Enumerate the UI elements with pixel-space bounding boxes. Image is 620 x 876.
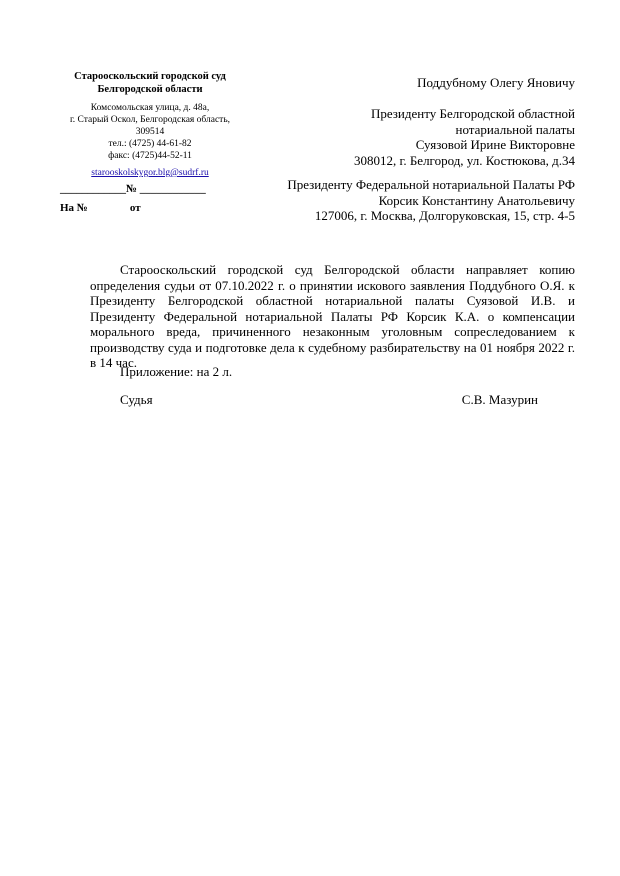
recipient-3 [287, 177, 575, 224]
sender-block [50, 70, 250, 180]
court-fax: факс: (4725)44-52-11 [108, 151, 192, 161]
recipient-2-line: Суязовой Ирине Викторовне [415, 137, 575, 152]
recipient-2-line: нотариальной палаты [455, 121, 575, 137]
court-postal-code: 309514 [135, 127, 165, 137]
court-name-line1: Старооскольский городской суд [74, 71, 226, 82]
recipient-2-line: Президенту Белгородской областной [370, 106, 575, 121]
recipient-3-line: Президенту Федеральной нотариальной Палаты РФ [287, 177, 575, 192]
recipient-1-line: Поддубному Олегу Яновичу [417, 75, 575, 90]
from-label: от [129, 202, 141, 214]
recipient-2-line: 308012, г. Белгород, ул. Костюкова, д.34 [353, 152, 575, 168]
signature-name: С.В. Мазурин [461, 392, 538, 407]
signature-role: Судья [120, 392, 153, 407]
letter-body: Старооскольский городской суд Белгородской области направляет копию определения судьи от 07.10.2022 г. о принятии искового заявления Поддубного О.Я. к Президенту Белгородской областной нотариальной палаты Суязовой И.В. и Президенту Федеральной нотариальной Палаты РФ Корсик К.А. о компенсации морального вреда, причиненного незаконным уголовным сопреследованием к производству суда и подготовке дела к судебному разбирательству на 01 ноября 2022 г. в 14 час. [90, 262, 575, 370]
recipient-3-line: Корсик Константину Анатольевичу [378, 192, 575, 208]
court-address-line1: Комсомольская улица, д. 48а, [90, 103, 210, 113]
recipient-3-line: 127006, г. Москва, Долгоруковская, 15, стр. 4-5 [314, 208, 575, 223]
attachment-note: Приложение: на 2 л. [120, 364, 233, 379]
court-name-line2: Белгородской области [97, 84, 203, 95]
recipient-2 [354, 106, 575, 168]
court-address-line2: г. Старый Оскол, Белгородская область, [69, 115, 231, 125]
court-email-link[interactable]: starooskolskygor.blg@sudrf.ru [91, 168, 209, 178]
reference-line [60, 202, 141, 214]
registration-number-line: ____________№ ____________ [60, 183, 206, 195]
recipient-1 [417, 75, 575, 91]
court-phone: тел.: (4725) 44-61-82 [108, 139, 192, 149]
ref-label: На № [60, 202, 88, 214]
